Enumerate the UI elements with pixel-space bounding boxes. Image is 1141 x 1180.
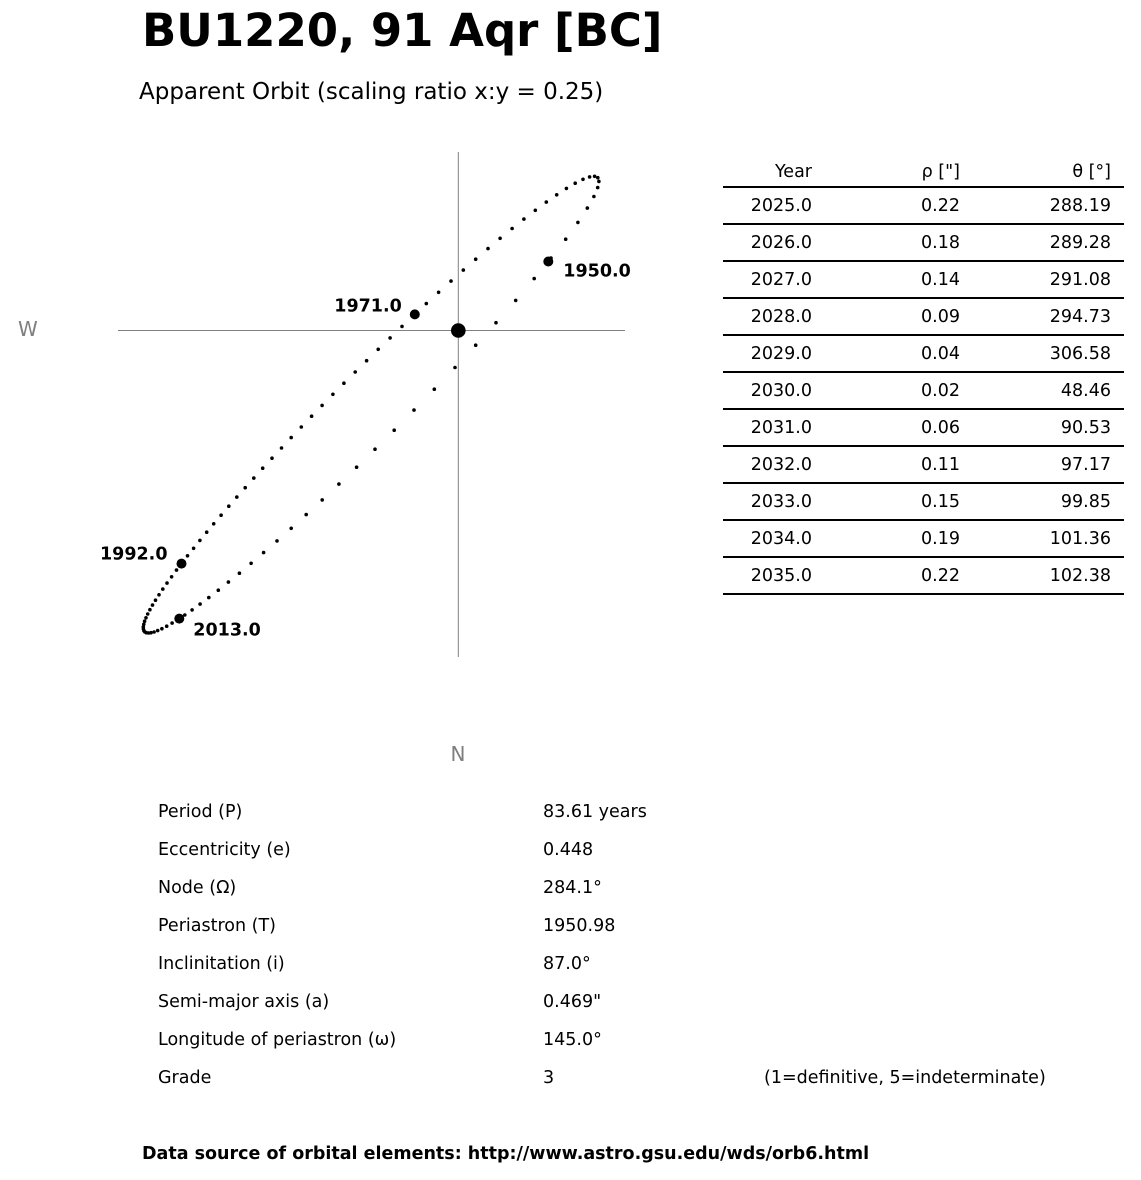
- element-row: [0, 907, 1141, 945]
- orbit-dot: [217, 588, 221, 592]
- orbit-dot: [532, 277, 536, 281]
- ephemeris-cell: 0.22: [812, 557, 960, 594]
- orbit-dot: [320, 404, 324, 408]
- orbit-dot: [157, 593, 161, 597]
- orbit-dot: [412, 408, 416, 412]
- orbit-dot: [227, 580, 231, 584]
- ephemeris-header-rho: ρ ["]: [812, 157, 960, 187]
- orbit-dot: [190, 608, 194, 612]
- epoch-label: 1950.0: [563, 261, 631, 282]
- orbit-dot: [198, 602, 202, 606]
- element-value: 0.469": [543, 992, 602, 1012]
- ephemeris-cell: 2034.0: [723, 520, 812, 557]
- ephemeris-row: [723, 335, 1124, 372]
- orbit-dot: [205, 530, 209, 534]
- element-label: Inclinitation (i): [158, 954, 285, 974]
- epoch-dot: [410, 309, 420, 319]
- element-row: [0, 831, 1141, 869]
- ephemeris-cell: 0.19: [812, 520, 960, 557]
- orbit-dot: [522, 217, 526, 221]
- ephemeris-row: [723, 298, 1124, 335]
- element-row: [0, 1021, 1141, 1059]
- element-row: [0, 793, 1141, 831]
- element-label: Node (Ω): [158, 878, 237, 898]
- orbit-dot: [170, 575, 174, 579]
- orbit-dot: [143, 619, 147, 623]
- ephemeris-cell: 2027.0: [723, 261, 812, 298]
- ephemeris-header-row: [723, 157, 1124, 187]
- ephemeris-cell: 289.28: [960, 224, 1124, 261]
- orbit-dot: [275, 539, 279, 543]
- ephemeris-cell: 0.06: [812, 409, 960, 446]
- orbit-dot: [192, 547, 196, 551]
- orbit-plot: [0, 120, 700, 780]
- ephemeris-cell: 48.46: [960, 372, 1124, 409]
- ephemeris-table: [723, 157, 1124, 595]
- orbit-dot: [151, 603, 155, 607]
- orbit-dot: [437, 291, 441, 295]
- orbit-dot: [148, 608, 152, 612]
- epoch-markers-group: [100, 257, 631, 641]
- orbit-dot: [588, 175, 592, 179]
- page-subtitle: Apparent Orbit (scaling ratio x:y = 0.25): [139, 79, 604, 105]
- orbit-dot: [433, 387, 437, 391]
- ephemeris-cell: 0.22: [812, 187, 960, 224]
- orbit-dot: [534, 209, 538, 213]
- orbit-dot: [219, 513, 223, 517]
- orbit-dot: [592, 195, 596, 199]
- orbit-dot: [212, 522, 216, 526]
- ephemeris-header-theta: θ [°]: [960, 157, 1124, 187]
- orbit-dot: [252, 476, 256, 480]
- orbit-dot: [593, 175, 597, 179]
- orbit-dot: [270, 456, 274, 460]
- orbit-dot: [400, 325, 404, 329]
- orbit-dot: [320, 498, 324, 502]
- ephemeris-cell: 0.04: [812, 335, 960, 372]
- orbit-dot: [453, 366, 457, 370]
- primary-star-marker: [451, 323, 466, 338]
- ephemeris-row: [723, 187, 1124, 224]
- page-title: BU1220, 91 Aqr [BC]: [142, 4, 663, 57]
- orbit-dot: [373, 447, 377, 451]
- ephemeris-cell: 306.58: [960, 335, 1124, 372]
- orbit-dot: [165, 624, 169, 628]
- orbit-dot: [331, 393, 335, 397]
- ephemeris-cell: 294.73: [960, 298, 1124, 335]
- orbit-dot: [235, 495, 239, 499]
- ephemeris-cell: 0.02: [812, 372, 960, 409]
- ephemeris-header-year: Year: [723, 157, 812, 187]
- ephemeris-cell: 2033.0: [723, 483, 812, 520]
- orbit-dot: [596, 176, 600, 180]
- orbit-dot: [573, 181, 577, 185]
- element-value: 0.448: [543, 840, 594, 860]
- element-label: Longitude of periastron (ω): [158, 1030, 397, 1050]
- orbit-dot: [154, 598, 158, 602]
- orbit-dot: [586, 206, 590, 210]
- ephemeris-cell: 2035.0: [723, 557, 812, 594]
- element-value: 3: [543, 1068, 555, 1088]
- orbit-dot: [198, 539, 202, 543]
- ephemeris-row: [723, 409, 1124, 446]
- orbit-dot: [425, 302, 429, 306]
- orbit-dot: [474, 343, 478, 347]
- orbit-dot: [355, 465, 359, 469]
- orbit-dot: [486, 247, 490, 251]
- ephemeris-cell: 2031.0: [723, 409, 812, 446]
- orbit-dot: [597, 180, 601, 184]
- orbit-dot: [555, 193, 559, 197]
- orbit-dot: [186, 554, 190, 558]
- epoch-label: 1971.0: [334, 296, 402, 317]
- ephemeris-cell: 2026.0: [723, 224, 812, 261]
- ephemeris-row: [723, 483, 1124, 520]
- ephemeris-cell: 0.11: [812, 446, 960, 483]
- orbit-dot: [262, 551, 266, 555]
- epoch-label: 1992.0: [99, 544, 168, 565]
- element-label: Period (P): [158, 802, 243, 822]
- ephemeris-cell: 0.15: [812, 483, 960, 520]
- ephemeris-cell: 2029.0: [723, 335, 812, 372]
- ephemeris-cell: 99.85: [960, 483, 1124, 520]
- element-note: (1=definitive, 5=indeterminate): [764, 1068, 1046, 1088]
- orbit-dot: [376, 348, 380, 352]
- orbit-dot: [353, 370, 357, 374]
- ephemeris-cell: 97.17: [960, 446, 1124, 483]
- orbit-dot: [581, 178, 585, 182]
- ephemeris-row: [723, 224, 1124, 261]
- orbit-dot: [474, 257, 478, 261]
- ephemeris-cell: 0.18: [812, 224, 960, 261]
- orbit-dot: [342, 381, 346, 385]
- element-row: [0, 869, 1141, 907]
- ephemeris-cell: 101.36: [960, 520, 1124, 557]
- orbit-dot: [514, 299, 518, 303]
- ephemeris-row: [723, 261, 1124, 298]
- orbit-dot: [365, 359, 369, 363]
- orbit-dot: [160, 627, 164, 631]
- element-label: Semi-major axis (a): [158, 992, 330, 1012]
- orbit-dot: [596, 186, 600, 190]
- epoch-dot: [543, 257, 553, 267]
- element-row: [0, 945, 1141, 983]
- orbit-dot: [449, 279, 453, 283]
- orbit-dot: [392, 428, 396, 432]
- ephemeris-cell: 0.09: [812, 298, 960, 335]
- orbit-dot: [165, 581, 169, 585]
- orbit-dots-group: [142, 175, 601, 635]
- orbit-dot: [152, 630, 156, 634]
- orbit-dot: [161, 587, 165, 591]
- orbit-dot: [498, 237, 502, 241]
- epoch-dot: [174, 614, 184, 624]
- orbit-dot: [462, 268, 466, 272]
- orbit-dot: [149, 631, 153, 635]
- orbit-dot: [545, 200, 549, 204]
- element-row: [0, 1059, 1141, 1097]
- orbit-dot: [175, 568, 179, 572]
- ephemeris-cell: 102.38: [960, 557, 1124, 594]
- element-row: [0, 983, 1141, 1021]
- ephemeris-row: [723, 520, 1124, 557]
- element-value: 284.1°: [543, 878, 602, 898]
- west-label: W: [18, 317, 38, 341]
- element-value: 87.0°: [543, 954, 591, 974]
- epoch-label: 2013.0: [193, 620, 261, 641]
- orbit-dot: [289, 436, 293, 440]
- element-label: Eccentricity (e): [158, 840, 291, 860]
- orbit-dot: [249, 562, 253, 566]
- ephemeris-cell: 2025.0: [723, 187, 812, 224]
- orbit-dot: [207, 596, 211, 600]
- ephemeris-row: [723, 372, 1124, 409]
- epoch-dot: [177, 559, 187, 569]
- element-value: 1950.98: [543, 916, 616, 936]
- orbit-dot: [565, 187, 569, 191]
- north-label: N: [450, 742, 466, 766]
- ephemeris-cell: 291.08: [960, 261, 1124, 298]
- orbit-dot: [300, 425, 304, 429]
- orbit-dot: [310, 414, 314, 418]
- orbit-dot: [388, 336, 392, 340]
- orbit-dot: [280, 446, 284, 450]
- orbit-dot: [243, 486, 247, 490]
- orbit-dot: [170, 621, 174, 625]
- ephemeris-cell: 2028.0: [723, 298, 812, 335]
- orbit-dot: [144, 616, 148, 620]
- orbit-dot: [337, 482, 341, 486]
- element-label: Periastron (T): [158, 916, 276, 936]
- orbit-dot: [564, 237, 568, 241]
- orbit-dot: [261, 466, 265, 470]
- ephemeris-cell: 288.19: [960, 187, 1124, 224]
- orbit-dot: [227, 504, 231, 508]
- element-label: Grade: [158, 1068, 212, 1088]
- orbit-dot: [510, 227, 514, 231]
- ephemeris-cell: 2030.0: [723, 372, 812, 409]
- orbit-dot: [576, 221, 580, 225]
- orbital-elements-list: [0, 793, 1141, 1097]
- ephemeris-cell: 0.14: [812, 261, 960, 298]
- orbit-dot: [238, 571, 242, 575]
- orbit-dot: [156, 629, 160, 633]
- orbit-dot: [304, 513, 308, 517]
- ephemeris-row: [723, 557, 1124, 594]
- element-value: 145.0°: [543, 1030, 602, 1050]
- element-value: 83.61 years: [543, 802, 647, 822]
- footer-note: Data source of orbital elements: http://www.astro.gsu.edu/wds/orb6.html: [142, 1144, 870, 1164]
- ephemeris-cell: 2032.0: [723, 446, 812, 483]
- orbit-dot: [289, 527, 293, 531]
- orbit-dot: [494, 321, 498, 325]
- orbit-dot: [146, 612, 150, 616]
- ephemeris-row: [723, 446, 1124, 483]
- ephemeris-cell: 90.53: [960, 409, 1124, 446]
